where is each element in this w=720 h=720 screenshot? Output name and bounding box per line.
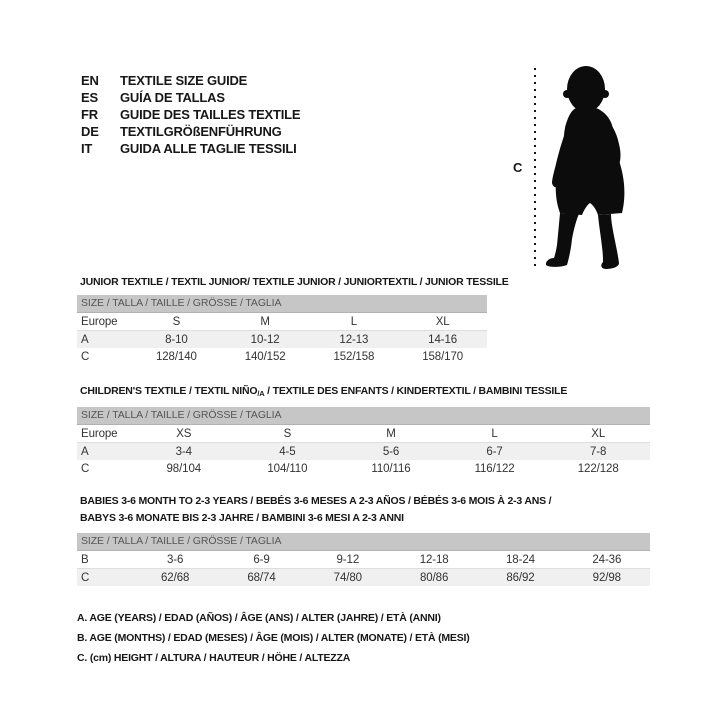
table-row — [77, 331, 487, 349]
value-cell: 12-18 — [391, 551, 477, 569]
babies-title-line1: BABIES 3-6 MONTH TO 2-3 YEARS / BEBÉS 3-6 MESES A 2-3 AÑOS / BÉBÉS 3-6 MOIS À 2-3 ANS / — [80, 495, 552, 507]
value-cell: 7-8 — [590, 445, 607, 458]
language-label: GUIDA ALLE TAGLIE TESSILI — [120, 141, 297, 156]
language-code: EN — [81, 73, 99, 88]
value-cell: 104/110 — [267, 462, 308, 475]
babies-title-line2: BABYS 3-6 MONATE BIS 2-3 JAHRE / BAMBINI 3-6 MESI A 2-3 ANNI — [80, 512, 404, 524]
table-row — [77, 313, 487, 331]
row-label-cell: Europe — [77, 425, 132, 443]
value-cell: 4-5 — [279, 445, 296, 458]
value-cell: 8-10 — [165, 333, 188, 346]
value-cell: 5-6 — [382, 445, 400, 458]
table-row — [77, 460, 650, 477]
value-cell: 80/86 — [420, 571, 449, 584]
children-section-title — [80, 384, 650, 401]
value-cell: L — [310, 313, 399, 331]
value-cell: 6-7 — [486, 445, 503, 458]
value-cell: M — [339, 425, 443, 443]
value-cell: 74/80 — [333, 571, 362, 584]
value-cell: 3-4 — [175, 445, 192, 458]
row-label-cell: A — [81, 333, 89, 346]
table-row — [77, 551, 650, 569]
language-row-de — [81, 123, 300, 140]
height-measure-label: C — [513, 160, 523, 175]
value-cell: 92/98 — [592, 571, 621, 584]
legend-line-b: B. AGE (MONTHS) / EDAD (MESES) / ÂGE (MOIS) / ALTER (MONATE) / ETÀ (MESI) — [77, 632, 470, 644]
value-cell: 152/158 — [333, 350, 375, 363]
row-label-cell: C — [81, 350, 90, 363]
value-cell: L — [443, 425, 547, 443]
size-header-label: SIZE / TALLA / TAILLE / GRÖSSE / TAGLIA — [81, 535, 282, 547]
children-size-header-bar — [77, 407, 650, 425]
value-cell: XL — [546, 425, 650, 443]
value-cell: 110/116 — [371, 462, 411, 475]
babies-size-header-bar — [77, 533, 650, 551]
size-tables-column — [77, 275, 650, 668]
legend-line-c: C. (cm) HEIGHT / ALTURA / HAUTEUR / HÖHE / ALTEZZA — [77, 652, 351, 664]
children-title-text: CHILDREN'S TEXTILE / TEXTIL NIÑO — [80, 385, 258, 397]
language-label: GUÍA DE TALLAS — [120, 90, 225, 105]
table-row — [77, 443, 650, 461]
measure-legend — [77, 608, 650, 668]
junior-size-header-bar — [77, 295, 487, 313]
value-cell: 68/74 — [247, 571, 276, 584]
value-cell: XS — [132, 425, 236, 443]
value-cell: M — [221, 313, 310, 331]
height-measure-dotted-line — [534, 68, 536, 266]
table-row — [77, 569, 650, 587]
value-cell: 12-13 — [339, 333, 369, 346]
value-cell: 140/152 — [244, 350, 286, 363]
size-header-label: SIZE / TALLA / TAILLE / GRÖSSE / TAGLIA — [81, 409, 282, 421]
value-cell: 6-9 — [218, 551, 304, 569]
value-cell: 98/104 — [166, 462, 202, 475]
language-code: ES — [81, 90, 98, 105]
size-header-label: SIZE / TALLA / TAILLE / GRÖSSE / TAGLIA — [81, 297, 282, 309]
language-row-it — [81, 140, 300, 157]
row-label-cell: C — [81, 571, 90, 584]
language-row-es — [81, 89, 300, 106]
value-cell: 122/128 — [577, 462, 619, 475]
language-label: GUIDE DES TAILLES TEXTILE — [120, 107, 301, 122]
value-cell: 86/92 — [506, 571, 535, 584]
children-title-text: / TEXTILE DES ENFANTS / KINDERTEXTIL / BAMBINI TESSILE — [264, 385, 568, 397]
row-label-cell: C — [81, 462, 90, 475]
junior-size-table — [77, 313, 487, 365]
language-label: TEXTILGRÖßENFÜHRUNG — [120, 124, 282, 139]
babies-section-title — [80, 493, 650, 527]
value-cell: 24-36 — [564, 551, 650, 569]
language-code: DE — [81, 124, 99, 139]
children-size-table — [77, 425, 650, 477]
row-label-cell: A — [81, 445, 89, 458]
table-row — [77, 425, 650, 443]
value-cell: 116/122 — [474, 462, 515, 475]
babies-size-table — [77, 551, 650, 586]
value-cell: 128/140 — [155, 350, 197, 363]
value-cell: XL — [398, 313, 487, 331]
language-code: FR — [81, 107, 98, 122]
value-cell: 62/68 — [161, 571, 190, 584]
value-cell: 3-6 — [132, 551, 218, 569]
toddler-silhouette-icon — [546, 62, 650, 270]
language-label: TEXTILE SIZE GUIDE — [120, 73, 248, 88]
value-cell: 18-24 — [477, 551, 563, 569]
language-title-list — [81, 72, 300, 157]
language-code: IT — [81, 141, 93, 156]
table-row — [77, 348, 487, 365]
language-row-fr — [81, 106, 300, 123]
children-title-subscript: /A — [257, 389, 265, 398]
value-cell: S — [132, 313, 221, 331]
value-cell: 9-12 — [305, 551, 391, 569]
value-cell: 10-12 — [250, 333, 280, 346]
junior-section-title: JUNIOR TEXTILE / TEXTIL JUNIOR/ TEXTILE JUNIOR / JUNIORTEXTIL / JUNIOR TESSILE — [80, 276, 509, 288]
value-cell: 158/170 — [422, 350, 464, 363]
value-cell: 14-16 — [428, 333, 458, 346]
row-label-cell: B — [77, 551, 132, 569]
language-row-en — [81, 72, 300, 89]
value-cell: S — [236, 425, 340, 443]
legend-line-a: A. AGE (YEARS) / EDAD (AÑOS) / ÂGE (ANS) / ALTER (JAHRE) / ETÀ (ANNI) — [77, 612, 441, 624]
row-label-cell: Europe — [77, 313, 132, 331]
